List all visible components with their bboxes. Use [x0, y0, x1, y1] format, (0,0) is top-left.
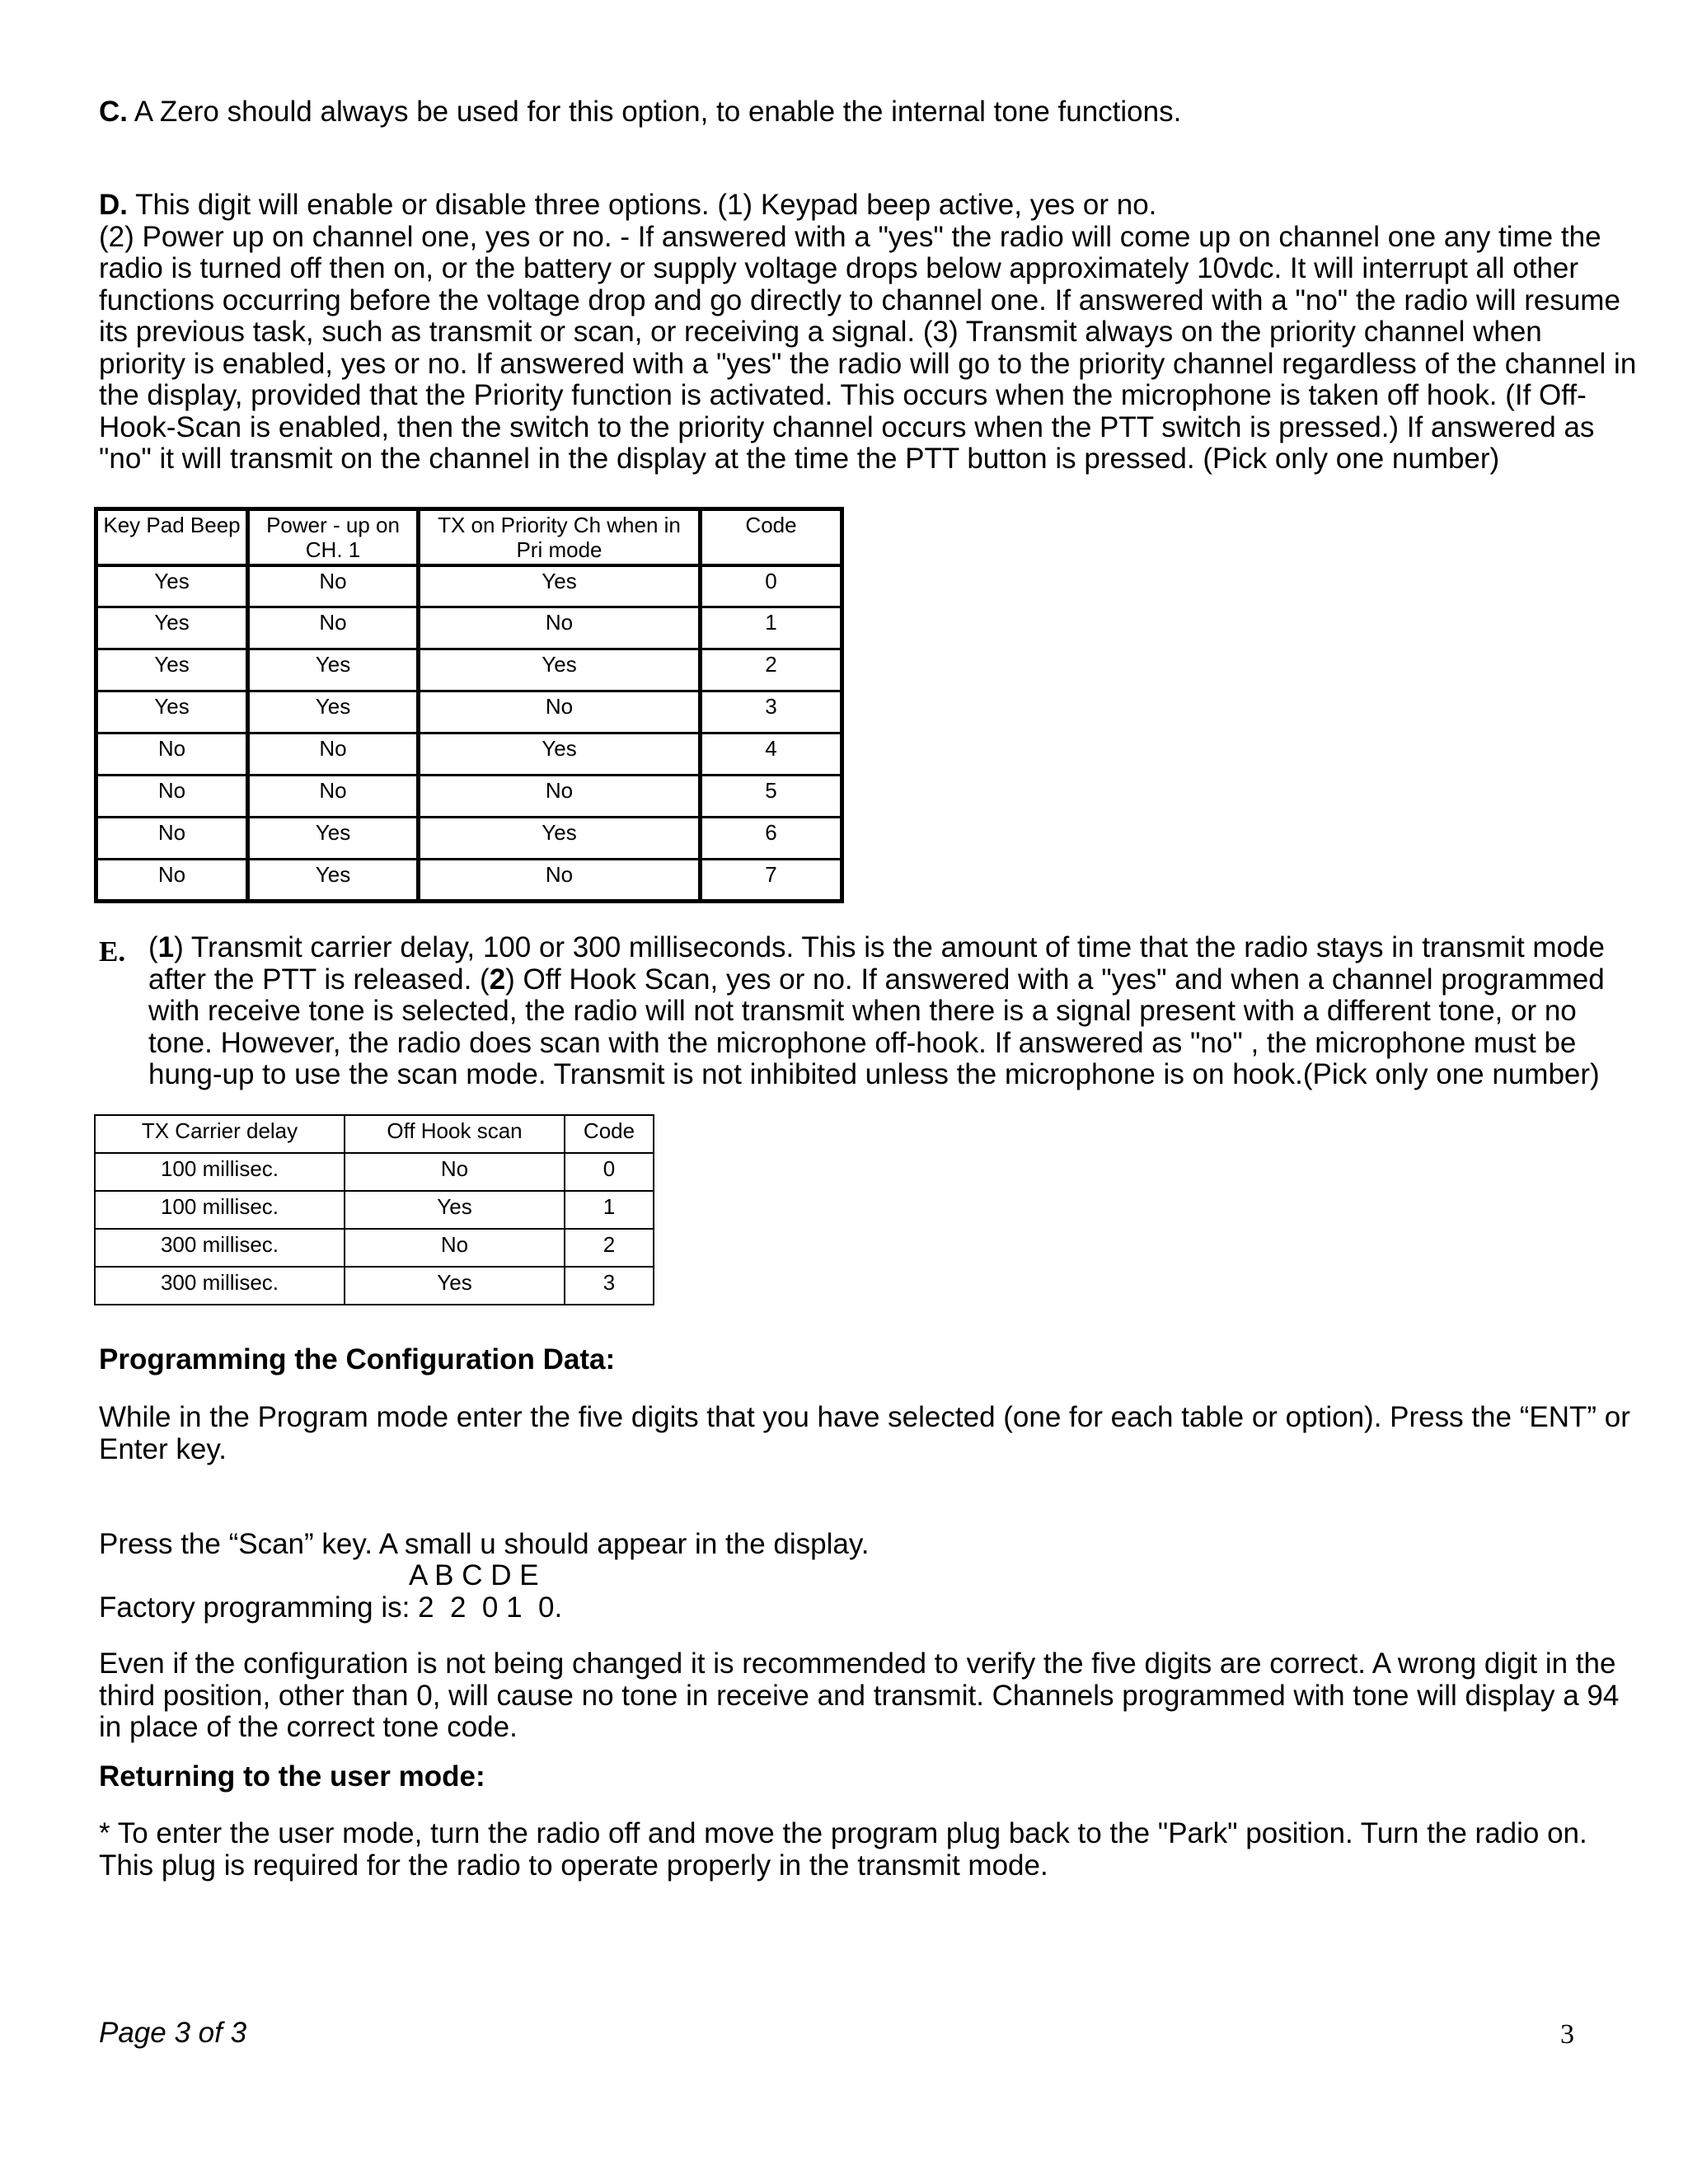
section-e-line: with receive tone is selected, the radio will not transmit when there is a signal present with a different tone, or no — [148, 995, 1577, 1027]
table-cell: No — [419, 607, 701, 649]
table-cell: 100 millisec. — [95, 1191, 345, 1229]
table-cell: Yes — [345, 1267, 565, 1305]
section-e-text: ) Off Hook Scan, yes or no. If answered with a "yes" and when a channel programmed — [505, 963, 1605, 996]
column-header: Key Pad Beep — [96, 509, 248, 565]
section-c-label: C. — [99, 96, 128, 128]
table-cell: No — [96, 776, 248, 818]
table-cell: 1 — [701, 607, 842, 649]
table-row — [96, 565, 842, 607]
verification-line: Even if the configuration is not being changed it is recommended to verify the five digits are correct. A wrong digit in the — [99, 1647, 1616, 1680]
column-header: TX on Priority Ch when in Pri mode — [419, 509, 701, 565]
column-header: Code — [565, 1115, 654, 1153]
table-cell: No — [248, 733, 419, 776]
table-row — [96, 691, 842, 733]
table-row — [96, 776, 842, 818]
table-cell: No — [248, 565, 419, 607]
keypad-options-table — [94, 507, 844, 903]
returning-line: * To enter the user mode, turn the radio off and move the program plug back to the "Park" position. Turn the radio on. — [99, 1817, 1587, 1849]
table-row — [95, 1191, 654, 1229]
table-cell: No — [345, 1229, 565, 1267]
table-header-row — [96, 509, 842, 565]
page-footer-label: Page 3 of 3 — [99, 2017, 247, 2049]
section-d-line: "no" it will transmit on the channel in the display at the time the PTT button is pressed. (Pick only one number) — [99, 443, 1500, 475]
table-row — [96, 649, 842, 691]
verification-line: third position, other than 0, will cause no tone in receive and transmit. Channels programmed with tone will display a 94 — [99, 1679, 1620, 1712]
section-c-paragraph — [99, 96, 1582, 129]
column-header: TX Carrier delay — [95, 1115, 345, 1153]
section-d-line: radio is turned off then on, or the battery or supply voltage drops below approximately 10vdc. It will interrupt all other — [99, 252, 1579, 284]
table-cell: Yes — [96, 565, 248, 607]
section-d-line: priority is enabled, yes or no. If answered with a "yes" the radio will go to the priority channel regardless of the channel in — [99, 347, 1637, 380]
section-d-line: functions occurring before the voltage drop and go directly to channel one. If answered with a "no" the radio will resume — [99, 284, 1620, 316]
column-header: Code — [701, 509, 842, 565]
table-cell: Yes — [345, 1191, 565, 1229]
table-cell: Yes — [419, 649, 701, 691]
section-e-line: tone. However, the radio does scan with the microphone off-hook. If answered as "no" , the microphone must be — [148, 1026, 1577, 1059]
returning-line: This plug is required for the radio to operate properly in the transmit mode. — [99, 1849, 1048, 1882]
table-cell: No — [345, 1153, 565, 1191]
section-d-line: Hook-Scan is enabled, then the switch to the priority channel occurs when the PTT switch is pressed.) If answered as — [99, 410, 1595, 443]
table-cell: No — [419, 776, 701, 818]
digit-position-letters: A B C D E — [409, 1559, 539, 1591]
returning-heading: Returning to the user mode: — [99, 1760, 485, 1793]
table-cell: No — [96, 860, 248, 902]
table-row — [96, 733, 842, 776]
table-cell: No — [96, 818, 248, 860]
column-header: Off Hook scan — [345, 1115, 565, 1153]
section-d-line: (2) Power up on channel one, yes or no. - If answered with a "yes" the radio will come up on channel one any time the — [99, 220, 1601, 253]
table-cell: 0 — [701, 565, 842, 607]
table-cell: 100 millisec. — [95, 1153, 345, 1191]
column-header: Power - up on CH. 1 — [248, 509, 419, 565]
scan-key-instruction: Press the “Scan” key. A small u should appear in the display. — [99, 1528, 870, 1560]
table-cell: 2 — [565, 1229, 654, 1267]
table-cell: No — [96, 733, 248, 776]
page-number: 3 — [1560, 2019, 1574, 2050]
section-c-text: A Zero should always be used for this option, to enable the internal tone functions. — [128, 96, 1182, 128]
table-cell: 300 millisec. — [95, 1229, 345, 1267]
section-d-label: D. — [99, 189, 128, 221]
table-cell: 0 — [565, 1153, 654, 1191]
table-row — [96, 818, 842, 860]
table-header-row — [95, 1115, 654, 1153]
section-e-number: 2 — [489, 963, 506, 996]
table-cell: Yes — [248, 860, 419, 902]
carrier-delay-table — [94, 1114, 654, 1305]
section-e-text: after the PTT is released. ( — [148, 963, 490, 996]
verification-paragraph — [99, 1647, 1620, 1744]
table-cell: Yes — [248, 649, 419, 691]
programming-paragraph — [99, 1401, 1630, 1465]
table-cell: 1 — [565, 1191, 654, 1229]
table-cell: No — [419, 860, 701, 902]
table-cell: 5 — [701, 776, 842, 818]
factory-programming-value: 2 2 0 1 0. — [418, 1591, 563, 1624]
table-cell: 6 — [701, 818, 842, 860]
section-e-label: E. — [99, 935, 126, 968]
table-cell: Yes — [96, 649, 248, 691]
programming-line: Enter key. — [99, 1432, 227, 1465]
table-cell: 7 — [701, 860, 842, 902]
table-cell: No — [419, 691, 701, 733]
table-row — [95, 1229, 654, 1267]
table-cell: No — [248, 607, 419, 649]
table-cell: Yes — [419, 733, 701, 776]
verification-line: in place of the correct tone code. — [99, 1711, 518, 1743]
table-cell: Yes — [419, 818, 701, 860]
table-cell: 4 — [701, 733, 842, 776]
table-row — [96, 860, 842, 902]
table-cell: Yes — [248, 691, 419, 733]
section-e-paragraph — [148, 932, 1632, 1091]
section-d-line: its previous task, such as transmit or scan, or receiving a signal. (3) Transmit always on the priority channel when — [99, 316, 1542, 348]
table-cell: 3 — [701, 691, 842, 733]
section-d-paragraph — [99, 189, 1637, 476]
section-e-line: hung-up to use the scan mode. Transmit is not inhibited unless the microphone is on hook.(Pick only one number) — [148, 1058, 1600, 1090]
table-cell: Yes — [248, 818, 419, 860]
table-row — [95, 1153, 654, 1191]
table-cell: Yes — [419, 565, 701, 607]
table-cell: Yes — [96, 607, 248, 649]
table-cell: 300 millisec. — [95, 1267, 345, 1305]
section-e-text: ) Transmit carrier delay, 100 or 300 milliseconds. This is the amount of time that the radio stays in transmit mode — [174, 931, 1605, 963]
table-row — [96, 607, 842, 649]
factory-programming-line — [99, 1592, 1582, 1624]
table-row — [95, 1267, 654, 1305]
programming-heading: Programming the Configuration Data: — [99, 1343, 616, 1376]
returning-paragraph — [99, 1817, 1587, 1882]
table-cell: 3 — [565, 1267, 654, 1305]
section-d-line: This digit will enable or disable three options. (1) Keypad beep active, yes or no. — [128, 189, 1157, 221]
table-cell: No — [248, 776, 419, 818]
section-e-text: ( — [148, 931, 158, 963]
programming-line: While in the Program mode enter the five digits that you have selected (one for each table or option). Press the “ENT” or — [99, 1401, 1630, 1433]
factory-programming-label: Factory programming is: — [99, 1591, 419, 1624]
section-e-number: 1 — [157, 931, 175, 963]
table-cell: Yes — [96, 691, 248, 733]
section-d-line: the display, provided that the Priority function is activated. This occurs when the microphone is taken off hook. (If Off- — [99, 379, 1587, 411]
table-cell: 2 — [701, 649, 842, 691]
